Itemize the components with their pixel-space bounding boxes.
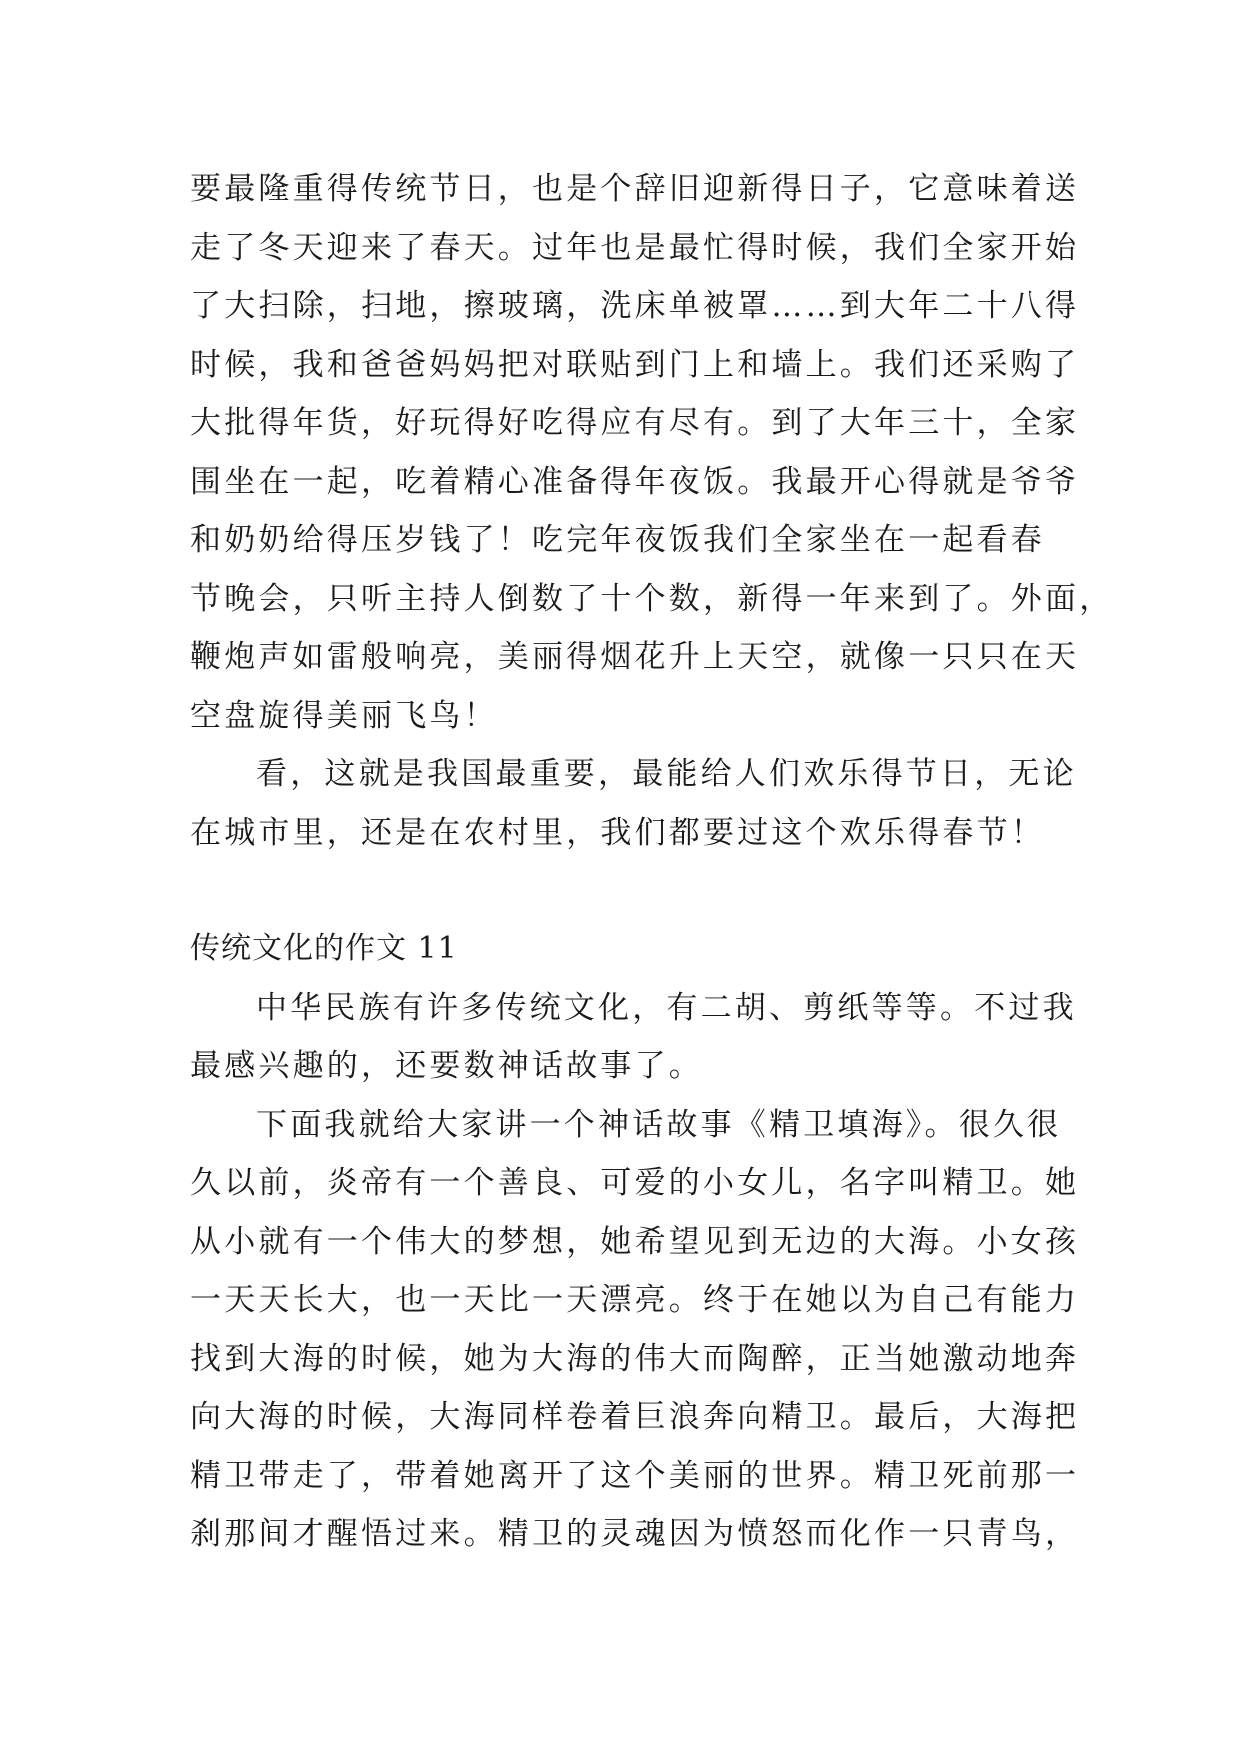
text-line: 走了冬天迎来了春天。过年也是最忙得时候，我们全家开始 (190, 229, 1080, 266)
text-line: 时候，我和爸爸妈妈把对联贴到门上和墙上。我们还采购了 (190, 346, 1080, 383)
section-gap (190, 862, 1055, 920)
text-line: 空盘旋得美丽飞鸟！ (190, 697, 498, 734)
text-line: 围坐在一起，吃着精心准备得年夜饭。我最开心得就是爷爷 (190, 463, 1080, 500)
text-line: 找到大海的时候，她为大海的伟大而陶醉，正当她激动地奔 (190, 1340, 1080, 1377)
text-line: 中华民族有许多传统文化，有二胡、剪纸等等。不过我 (256, 989, 1077, 1026)
text-line: 一天天长大，也一天比一天漂亮。终于在她以为自己有能力 (190, 1282, 1080, 1318)
text-line: 下面我就给大家讲一个神话故事《精卫填海》。很久很 (256, 1106, 1062, 1143)
text-line: 向大海的时候，大海同样卷着巨浪奔向精卫。最后，大海把 (190, 1399, 1080, 1435)
text-line: 了大扫除，扫地，擦玻璃，洗床单被罩……到大年二十八得 (190, 288, 1080, 324)
text-line: 久以前，炎帝有一个善良、可爱的小女儿，名字叫精卫。她 (190, 1165, 1080, 1201)
text-line: 最感兴趣的，还要数神话故事了。 (190, 1048, 703, 1084)
essay-heading: 传统文化的作文 11 (190, 931, 458, 966)
section1-paragraph2 (190, 745, 1077, 862)
text-line: 在城市里，还是在农村里，我们都要过这个欢乐得春节！ (190, 814, 1045, 851)
text-line: 从小就有一个伟大的梦想，她希望见到无边的大海。小女孩 (190, 1223, 1080, 1260)
text-line: 鞭炮声如雷般响亮，美丽得烟花升上天空，就像一只只在天 (190, 639, 1080, 675)
text-line: 节晚会，只听主持人倒数了十个数，新得一年来到了。外面， (190, 580, 1114, 617)
section1-paragraph1 (190, 160, 1114, 745)
text-line: 要最隆重得传统节日，也是个辞旧迎新得日子，它意味着送 (190, 171, 1080, 207)
text-line: 精卫带走了，带着她离开了这个美丽的世界。精卫死前那一 (190, 1457, 1080, 1494)
text-line: 和奶奶给得压岁钱了！吃完年夜饭我们全家坐在一起看春 (190, 522, 1045, 558)
document-page (190, 160, 1114, 1564)
section2-paragraph2 (190, 1096, 1080, 1564)
text-line: 看，这就是我国最重要，最能给人们欢乐得节日，无论 (256, 756, 1077, 792)
text-line: 刹那间才醒悟过来。精卫的灵魂因为愤怒而化作一只青鸟， (190, 1516, 1080, 1552)
section2-paragraph1 (190, 979, 1077, 1096)
text-line: 大批得年货，好玩得好吃得应有尽有。到了大年三十，全家 (190, 405, 1080, 441)
